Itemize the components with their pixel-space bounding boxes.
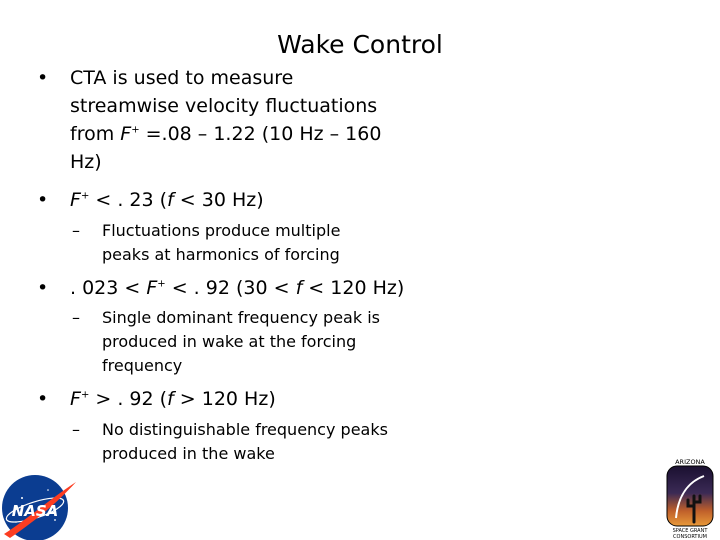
bullet-low-forcing (37, 186, 400, 214)
sub-bullet-text: No distinguishable frequency peaks produced in the wake (102, 420, 388, 463)
bullet-mid-forcing (37, 274, 450, 302)
arizona-logo-top-text: ARIZONA (675, 458, 705, 466)
forcing-symbol: F (120, 123, 132, 145)
arizona-space-grant-logo-icon (664, 456, 716, 540)
bullet-text-start: . 023 < (70, 277, 147, 299)
bullet-text-end: > 120 Hz) (173, 388, 276, 410)
sub-bullet-multiple-peaks (72, 219, 382, 267)
frequency-symbol: f (295, 277, 303, 299)
sub-bullet-mark: – (72, 308, 80, 327)
bullet-text: > . 92 ( (89, 388, 168, 410)
sub-bullet-text: Single dominant frequency peak is produced in wake at the forcing frequency (102, 308, 380, 375)
sub-bullet-single-peak (72, 306, 402, 378)
nasa-logo-icon (0, 468, 80, 540)
forcing-symbol: F (70, 388, 81, 410)
forcing-symbol: F (146, 277, 158, 299)
bullet-mark: • (37, 277, 49, 299)
sub-bullet-mark: – (72, 420, 80, 439)
bullet-mark: • (37, 388, 49, 410)
forcing-superscript: + (157, 278, 166, 290)
arizona-logo-panel (667, 466, 713, 526)
forcing-symbol: F (70, 189, 81, 211)
bullet-high-forcing (37, 385, 370, 413)
arizona-logo-bottom-text-2: CONSORTIUM (673, 534, 707, 540)
slide-title: Wake Control (277, 30, 443, 59)
arizona-logo-bottom-text-1: SPACE GRANT (672, 528, 708, 534)
bullet-cta-measurement (37, 64, 400, 176)
forcing-superscript: + (131, 124, 140, 136)
bullet-range: =.08 – 1.22 (10 Hz – 160 Hz) (70, 123, 382, 173)
frequency-symbol: f (167, 189, 174, 211)
sub-bullet-mark: – (72, 221, 80, 240)
bullet-text: < . 23 ( (89, 189, 168, 211)
sub-bullet-no-peaks (72, 418, 402, 466)
bullet-mark: • (37, 189, 49, 211)
bullet-text-end: < 120 Hz) (302, 277, 405, 299)
bullet-text-end: < 30 Hz) (173, 189, 264, 211)
bullet-mark: • (37, 67, 49, 89)
sub-bullet-text: Fluctuations produce multiple peaks at harmonics of forcing (102, 221, 341, 264)
nasa-logo-text: NASA (11, 502, 59, 520)
bullet-text: < . 92 (30 < (165, 277, 296, 299)
forcing-superscript: + (80, 190, 90, 202)
frequency-symbol: f (167, 388, 174, 410)
bullet-text: CTA is used to measure streamwise velocity fluctuations from (70, 67, 378, 145)
forcing-superscript: + (80, 389, 90, 401)
